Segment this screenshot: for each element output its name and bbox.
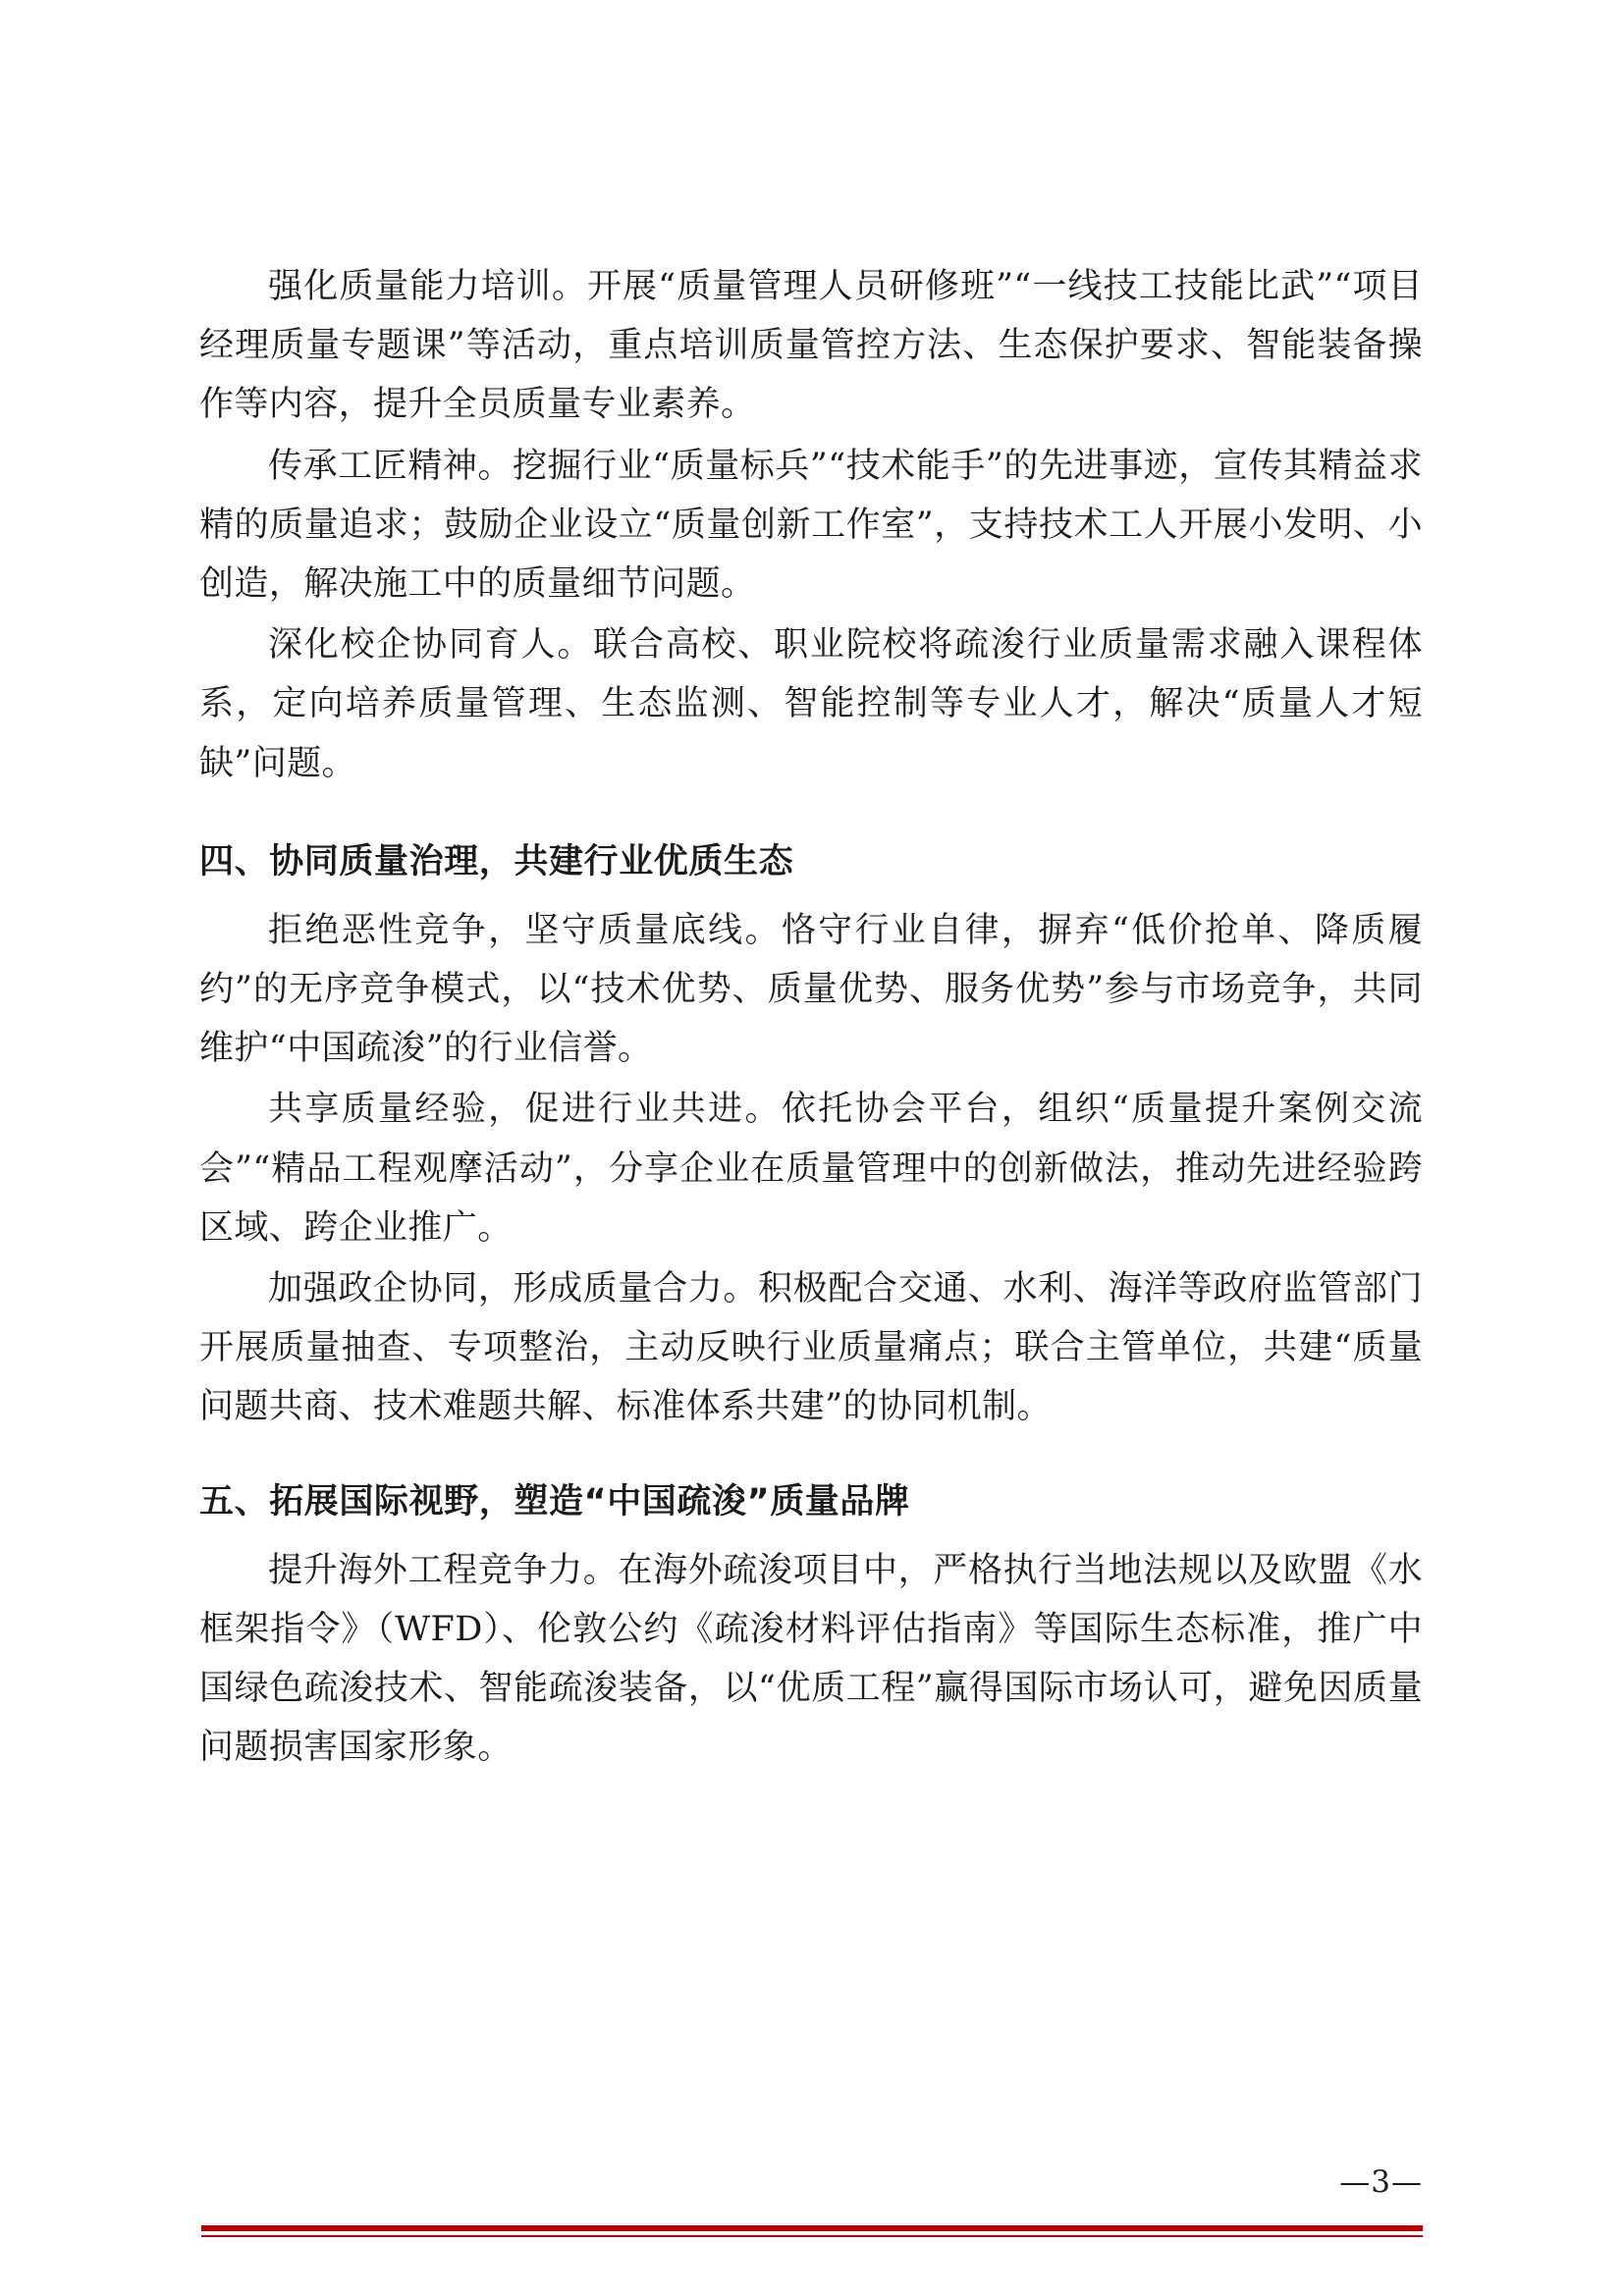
footer-rule — [201, 2225, 1423, 2237]
page-footer — [0, 2109, 1624, 2296]
section-heading-four: 四、协同质量治理，共建行业优质生态 — [199, 841, 794, 881]
document-body — [199, 257, 1423, 1780]
paragraph: 提升海外工程竞争力。在海外疏浚项目中，严格执行当地法规以及欧盟《水框架指令》（WFD）、伦敦公约《疏浚材料评估指南》等国际生态标准，推广中国绿色疏浚技术、智能疏浚装备，以“优质工程”赢得国际市场认可，避免因质量问题损害国家形象。 — [199, 1550, 1423, 1768]
paragraph: 强化质量能力培训。开展“质量管理人员研修班”“一线技工技能比武”“项目经理质量专题课”等活动，重点培训质量管控方法、生态保护要求、智能装备操作等内容，提升全员质量专业素养。 — [199, 267, 1423, 425]
paragraph: 共享质量经验，促进行业共进。依托协会平台，组织“质量提升案例交流会”“精品工程观摩活动”，分享企业在质量管理中的创新做法，推动先进经验跨区域、跨企业推广。 — [199, 1090, 1423, 1248]
paragraph: 加强政企协同，形成质量合力。积极配合交通、水利、海洋等政府监管部门开展质量抽查、专项整治，主动反映行业质量痛点；联合主管单位，共建“质量问题共商、技术难题共解、标准体系共建”的协同机制。 — [199, 1269, 1423, 1427]
page-number: —3— — [1339, 2164, 1423, 2200]
paragraph: 深化校企协同育人。联合高校、职业院校将疏浚行业质量需求融入课程体系，定向培养质量管理、生态监测、智能控制等专业人才，解决“质量人才短缺”问题。 — [199, 625, 1423, 783]
footer-rule-thin — [201, 2235, 1423, 2237]
footer-rule-thick — [201, 2225, 1423, 2231]
paragraph: 传承工匠精神。挖掘行业“质量标兵”“技术能手”的先进事迹，宣传其精益求精的质量追求；鼓励企业设立“质量创新工作室”，支持技术工人开展小发明、小创造，解决施工中的质量细节问题。 — [199, 446, 1423, 604]
paragraph: 拒绝恶性竞争，坚守质量底线。恪守行业自律，摒弃“低价抢单、降质履约”的无序竞争模式，以“技术优势、质量优势、服务优势”参与市场竞争，共同维护“中国疏浚”的行业信誉。 — [199, 910, 1423, 1069]
section-heading-five: 五、拓展国际视野，塑造“中国疏浚”质量品牌 — [199, 1481, 910, 1522]
